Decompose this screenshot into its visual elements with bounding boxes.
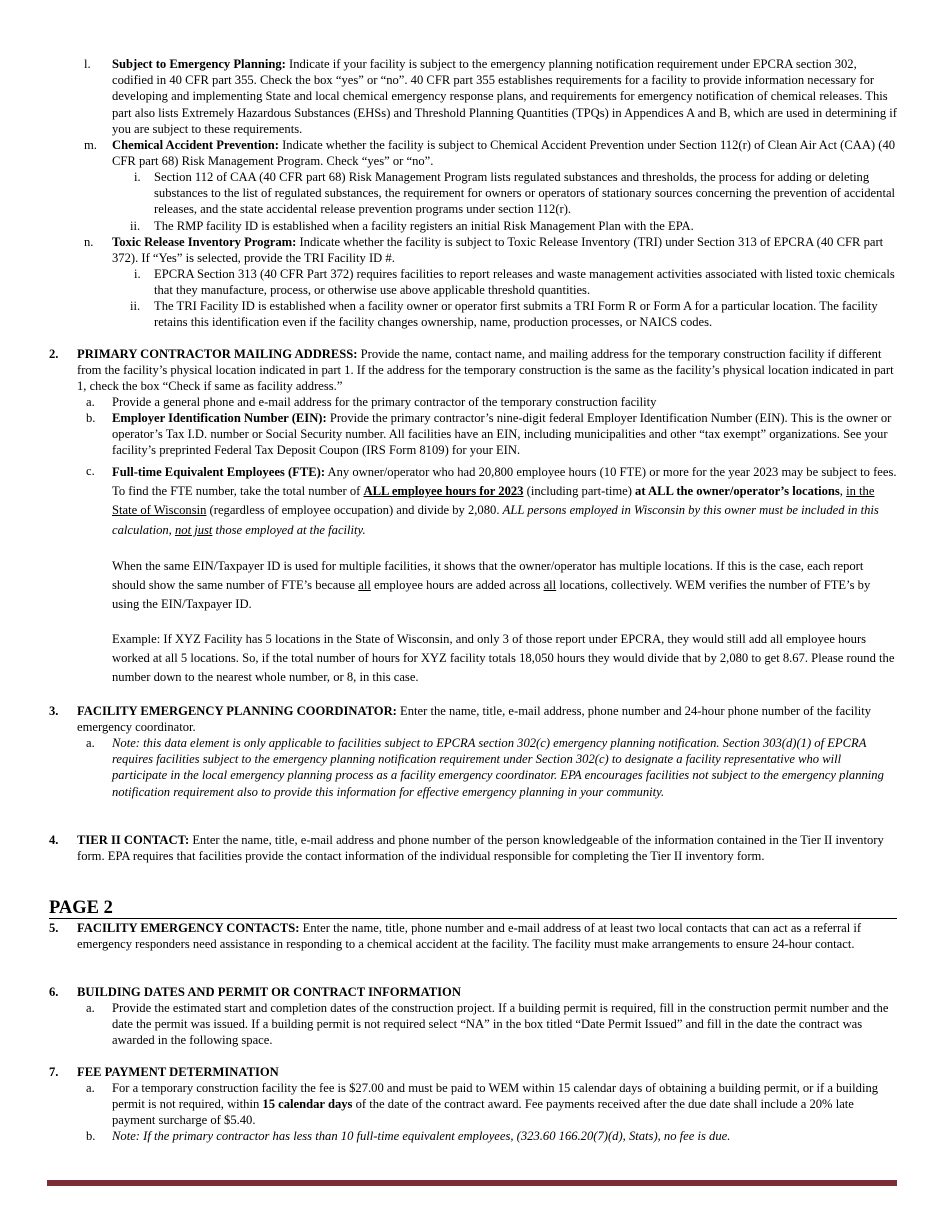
section-2-a-marker: a.	[86, 395, 95, 409]
paragraph-text: locations, collectively. WEM verifies the number of FTE’s by using the EIN/Taxpayer ID.	[112, 578, 871, 612]
section-7-b-note: Note: If the primary contractor has less than 10 full-time equivalent employees, (323.60 166.20(7)(d), Stats), no fee is due.	[112, 1129, 731, 1143]
fte-text: Any owner/operator who had 20,800 employee hours (10 FTE) or more for the year 2023 may be subject to fees. To find the FTE number, take the total number of	[112, 465, 897, 499]
item-l-body: Indicate if your facility is subject to the emergency planning notification requirement under EPCRA section 302, codified in 40 CFR part 355. Check the box “yes” or “no”. 40 CFR part 355 establishes requirements for a facility to provide information necessary for developing and implementing State and local chemical emergency response plans, and requirements for emergency notification of chemical releases. This part also lists Extremely Hazardous Substances (EHSs) and Threshold Planning Quantities (TPQs) in Appendices A and B, which are used in determining if you are subject to these requirements.	[112, 57, 897, 136]
paragraph-emphasis: all	[543, 578, 557, 593]
item-n-i: EPCRA Section 313 (40 CFR Part 372) requires facilities to report releases and waste management activities associated with listed toxic chemicals that they manufacture, process, or otherwise use above applicable threshold quantities.	[154, 267, 895, 298]
section-5-heading: FACILITY EMERGENCY CONTACTS:	[77, 921, 300, 935]
fte-emphasis-locations: at ALL the owner/operator’s locations	[635, 484, 840, 499]
section-4-number: 4.	[49, 833, 59, 847]
paragraph-text: employee hours are added across	[370, 578, 544, 593]
section-2-body: Provide the name, contact name, and mailing address for the temporary construction facility if different from the facility’s physical location indicated in part 1. If the address for the temporary construction is the same as the facility’s physical location indicated in part 1, check the box “Check if same as facility address.”	[77, 347, 894, 394]
item-m-marker: m.	[84, 138, 97, 152]
section-4-intro	[77, 832, 897, 864]
item-l-marker: l.	[84, 57, 91, 71]
fte-note: ALL persons employed in Wisconsin by this owner must be included in this calculation,	[112, 503, 879, 537]
item-n-ii-marker: ii.	[130, 299, 141, 313]
ein-body: Provide the primary contractor’s nine-digit federal Employer Identification Number (EIN). This is the owner or operator’s Tax I.D. number or Social Security number. All facilities have an EIN, including municipalities and other “tax exempt” organizations. See your facility’s preprinted Federal Tax Deposit Coupon (IRS Form 8109) for your EIN.	[112, 411, 892, 458]
item-l-heading: Subject to Emergency Planning:	[112, 57, 286, 71]
section-5-intro	[77, 920, 897, 952]
item-n	[112, 234, 897, 266]
section-2-b-marker: b.	[86, 411, 96, 425]
item-m-i-marker: i.	[134, 170, 141, 184]
section-7-heading: FEE PAYMENT DETERMINATION	[77, 1065, 279, 1079]
section-2-c	[112, 463, 897, 540]
section-4-body: Enter the name, title, e-mail address and phone number of the person knowledgeable of the information contained in the Tier II inventory form. EPA requires that facilities provide the contact information of the individual responsible for completing the Tier II inventory form.	[77, 833, 884, 864]
item-n-i-marker: i.	[134, 267, 141, 281]
fte-emphasis-state: in the State of Wisconsin	[112, 484, 875, 518]
fte-text: ,	[839, 484, 847, 499]
fee-text: of the date of the contract award. Fee payments received after the due date shall include a 20% late payment surcharge of $5.40.	[112, 1097, 854, 1128]
section-4-heading: TIER II CONTACT:	[77, 833, 190, 847]
section-2-number: 2.	[49, 347, 59, 361]
section-3-number: 3.	[49, 704, 59, 718]
section-7-a	[112, 1080, 897, 1129]
fte-multi-location-paragraph	[112, 557, 897, 615]
heading-rule	[49, 918, 897, 919]
item-n-ii: The TRI Facility ID is established when a facility owner or operator first submits a TRI Form R or Form A for a particular location. The facility retains this identification even if the facility changes ownership, name, production processes, or NAICS codes.	[154, 299, 878, 330]
item-m-ii-marker: ii.	[130, 219, 141, 233]
fte-text: (regardless of employee occupation) and divide by 2,080.	[206, 503, 503, 518]
section-3-intro	[77, 703, 897, 735]
item-n-heading: Toxic Release Inventory Program:	[112, 235, 297, 249]
item-l	[112, 56, 897, 137]
section-7-b-marker: b.	[86, 1129, 96, 1143]
fte-heading: Full-time Equivalent Employees (FTE):	[112, 465, 326, 479]
page-2-heading: PAGE 2	[49, 898, 113, 918]
item-m-heading: Chemical Accident Prevention:	[112, 138, 279, 152]
section-6-heading: BUILDING DATES AND PERMIT OR CONTRACT INFORMATION	[77, 985, 461, 999]
footer-rule	[47, 1180, 897, 1186]
section-2-a: Provide a general phone and e-mail address for the primary contractor of the temporary construction facility	[112, 395, 657, 409]
section-2-c-marker: c.	[86, 464, 95, 478]
item-n-body: Indicate whether the facility is subject to Toxic Release Inventory (TRI) under Section 313 of EPCRA (40 CFR part 372). If “Yes” is selected, provide the TRI Facility ID #.	[112, 235, 884, 266]
section-7-number: 7.	[49, 1065, 59, 1079]
fte-emphasis-hours: ALL employee hours for 2023	[363, 484, 524, 499]
section-7-a-marker: a.	[86, 1081, 95, 1095]
fee-emphasis: 15 calendar days	[262, 1097, 353, 1112]
item-m-body: Indicate whether the facility is subject to Chemical Accident Prevention under Section 112(r) of Clean Air Act (CAA) (40 CFR part 68) Risk Management Program. Check “yes” or “no”.	[112, 138, 896, 169]
section-3-heading: FACILITY EMERGENCY PLANNING COORDINATOR:	[77, 704, 397, 718]
section-2-b	[112, 410, 897, 459]
fte-example-paragraph: Example: If XYZ Facility has 5 locations in the State of Wisconsin, and only 3 of those report under EPCRA, they would still add all employee hours worked at all 5 locations. So, if the total number of hours for XYZ facility totals 18,050 hours they would divide that by 2,080 to get 8.67. Please round the number down to the nearest whole number, or 8, in this case.	[112, 632, 895, 685]
section-5-number: 5.	[49, 921, 59, 935]
item-n-marker: n.	[84, 235, 94, 249]
section-6-number: 6.	[49, 985, 59, 999]
section-6-a: Provide the estimated start and completion dates of the construction project. If a building permit is required, fill in the construction permit number and the date the permit was issued. If a building permit is not required select “NA” in the box titled “Date Permit Issued” and fill in the date the contract was awarded in the following space.	[112, 1001, 889, 1048]
item-m-i: Section 112 of CAA (40 CFR part 68) Risk Management Program lists regulated substances and thresholds, the process for adding or deleting substances to the list of regulated substances, the requirement for owners or operators of stationary sources concerning the prevention of accidental releases, and the state accidental release prevention programs under section 112(r).	[154, 170, 896, 217]
section-2-heading: PRIMARY CONTRACTOR MAILING ADDRESS:	[77, 347, 358, 361]
fte-note-emphasis: not just	[174, 522, 213, 537]
section-3-a-note: Note: this data element is only applicable to facilities subject to EPCRA section 302(c) emergency planning notification. Section 303(d)(1) of EPCRA requires facilities subject to the emergency planning notification requirement under Section 302(c) to designate a facility representative who will participate in the local emergency planning process as a facility emergency coordinator. EPA encourages facilities not subject to the emergency planning notification requirement also to provide this information for effective emergency planning in your community.	[112, 736, 884, 799]
fee-text: For a temporary construction facility the fee is $27.00 and must be paid to WEM within 15 calendar days of obtaining a building permit, or if a building permit is not required, within	[112, 1081, 879, 1112]
section-5-body: Enter the name, title, phone number and e-mail address of at least two local contacts that can act as a referral if emergency responders need assistance in responding to a chemical accident at the facility. The facility must make arrangements to ensure 24-hour contact.	[77, 921, 862, 952]
paragraph-text: When the same EIN/Taxpayer ID is used for multiple facilities, it shows that the owner/operator has multiple locations. If this is the case, each report should show the same number of FTE’s because	[112, 559, 864, 593]
section-3-body: Enter the name, title, e-mail address, phone number and 24-hour phone number of the facility emergency coordinator.	[77, 704, 872, 735]
section-3-a-marker: a.	[86, 736, 95, 750]
fte-note: those employed at the facility.	[212, 522, 366, 537]
item-m-ii: The RMP facility ID is established when a facility registers an initial Risk Management Plan with the EPA.	[154, 219, 694, 233]
item-m	[112, 137, 897, 169]
section-2-intro	[77, 346, 897, 395]
section-6-a-marker: a.	[86, 1001, 95, 1015]
fte-text: (including part-time)	[523, 484, 636, 499]
ein-heading: Employer Identification Number (EIN):	[112, 411, 327, 425]
paragraph-emphasis: all	[358, 578, 371, 593]
